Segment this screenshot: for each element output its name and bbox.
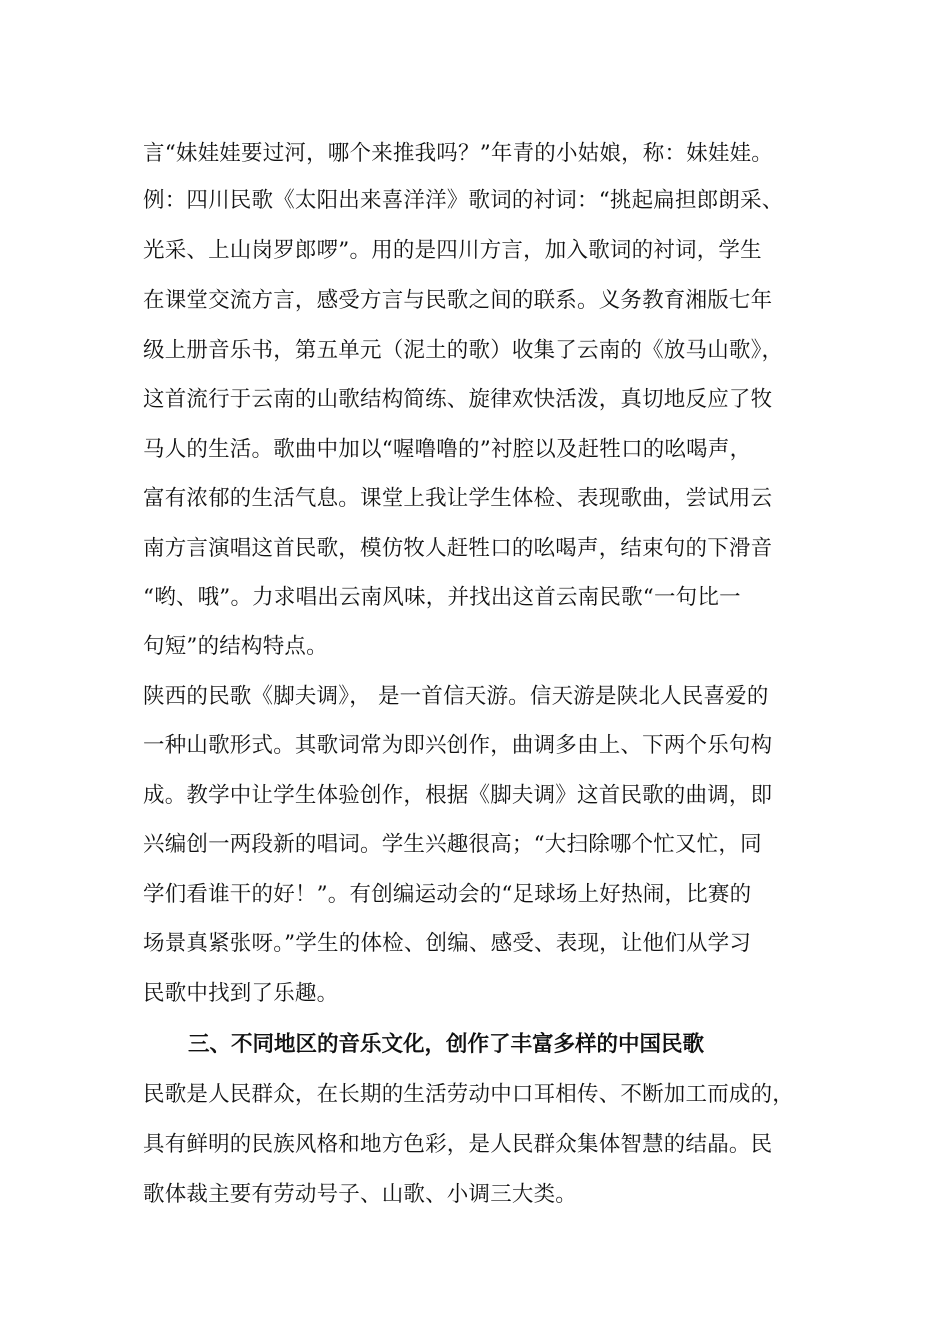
text-line: 场景真紧张呀。”学生的体检、创编、感受、表现，让他们从学习 [143,931,752,956]
text-line: 兴编创一两段新的唱词。学生兴趣很高；“大扫除哪个忙又忙，同 [143,832,762,857]
text-line: 光采、上山岗罗郎啰”。用的是四川方言，加入歌词的衬词，学生 [143,238,762,263]
text-line: 陕西的民歌《脚夫调》， 是一首信天游。信天游是陕北人民喜爱的 [143,684,769,709]
text-line: 一种山歌形式。其歌词常为即兴创作，曲调多由上、下两个乐句构 [143,733,773,758]
text-line: 例：四川民歌《太阳出来喜洋洋》歌词的衬词：“挑起扁担郎朗采、 [143,188,784,213]
text-line: 民歌是人民群众，在长期的生活劳动中口耳相传、不断加工而成的， [143,1082,795,1107]
text-line: 民歌中找到了乐趣。 [143,981,339,1006]
section-heading: 三、不同地区的音乐文化，创作了丰富多样的中国民歌 [188,1032,705,1057]
text-line: 成。教学中让学生体验创作，根据《脚夫调》这首民歌的曲调，即 [143,783,773,808]
text-line: 言“妹娃娃要过河，哪个来推我吗？”年青的小姑娘，称：妹娃娃。 [143,141,773,166]
text-line: 具有鲜明的民族风格和地方色彩，是人民群众集体智慧的结晶。民 [143,1132,773,1157]
text-line: 学们看谁干的好！”。有创编运动会的“足球场上好热闹，比赛的 [143,882,752,907]
text-line: 南方言演唱这首民歌，模仿牧人赶牲口的吆喝声，结束句的下滑音 [143,536,773,561]
text-line: 级上册音乐书，第五单元（泥土的歌）收集了云南的《放马山歌》， [143,338,784,363]
text-line: 这首流行于云南的山歌结构简练、旋律欢快活泼，真切地反应了牧 [143,387,773,412]
text-line: “哟、哦”。力求唱出云南风味，并找出这首云南民歌“一句比一 [143,585,741,610]
text-line: 在课堂交流方言，感受方言与民歌之间的联系。义务教育湘版七年 [143,288,773,313]
text-line: 句短”的结构特点。 [143,634,328,659]
text-line: 马人的生活。歌曲中加以“喔噜噜的”衬腔以及赶牲口的吆喝声， [143,437,752,462]
text-line: 富有浓郁的生活气息。课堂上我让学生体检、表现歌曲，尝试用云 [143,486,773,511]
text-line: 歌体裁主要有劳动号子、山歌、小调三大类。 [143,1182,578,1207]
